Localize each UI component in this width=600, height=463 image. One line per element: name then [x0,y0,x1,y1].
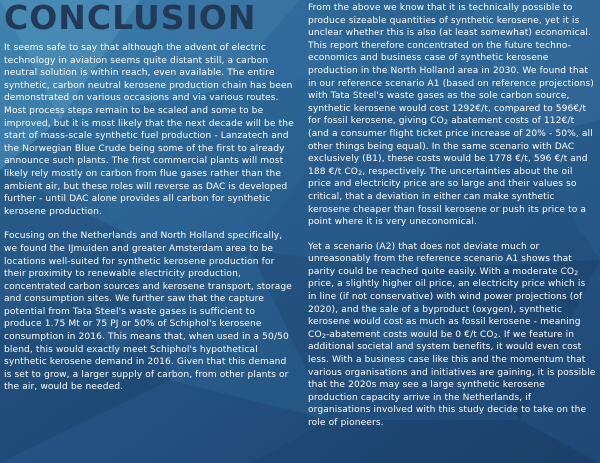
page-title: CONCLUSION [4,0,257,37]
subscript: 2 [574,268,579,277]
text-run: . If we feature in additional societal and system benefits, it would even cost less. With a business case like this and the momentum that various organisations and initiatives are gaining, it is possible that the 2020s may see a large synthetic kerosene production capacity arrive in the Netherlands, if organisations involved with this study decide to take on the role of pioneers. [308,329,596,428]
text-run: From the above we know that it is technically possible to produce sizeable quantities of synthetic kerosene, yet it is unclear whether this is also (at least somewhat) economical. This report therefore concentrated on the future techno-economics and business case of synthetic kerosene production in the North Holland area in 2030. We found that in our reference scenario A1 (based on reference projections) with Tata Steel's waste gases as the sole carbon source, synthetic kerosene would cost 1292€/t, compared to 596€/t for fossil kerosene, giving CO [308,3,594,127]
subscript: 2 [493,331,498,340]
text-run: , respectively. The uncertainties about the oil price and electricity price are so large and their values so critical, that a deviation in either can make synthetic kerosene cheaper than fossil kerosene or push its price to a point where it is very uneconomical. [308,166,587,228]
right-column [308,0,596,430]
paragraph-scenario-a2 [308,241,596,430]
paragraph-north-holland-focus: Focusing on the Netherlands and North Holland specifically, we found the IJmuiden and greater Amsterdam area to be locations well-suited for synthetic kerosene production for their proximity to renewable electricity production, concentrated carbon sources and kerosene transport, storage and consumption sites. We further saw that the capture potential from Tata Steel's waste gases is sufficient to produce 1.75 Mt or 75 PJ or 50% of Schiphol's kerosene consumption in 2016. This means that, when used in a 50/50 blend, this would exactly meet Schiphol's hypothetical synthetic kerosene demand in 2016. Given that this demand is set to grow, a larger supply of carbon, from other plants or the air, would be needed. [4,231,292,393]
left-column [4,0,294,394]
subscript: 2 [443,118,449,127]
text-run: -abatement costs would be 0 €/t CO [325,329,494,340]
subscript: 2 [321,331,326,340]
paragraph-advent-of-synthetic-fuel: It seems safe to say that although the advent of electric technology in aviation seems quite distant still, a carbon neutral solution is within reach, even available. The entire synthetic, carbon neutral kerosene production chain has been demonstrated on various occasions and via various routes. Most process steps remain to be scaled and some to be improved, but it is most likely that the next decade will be the start of mass-scale synthetic fuel production - Lanzatech and the Norwegian Blue Crude being some of the first to already announce such plants. The first commercial plants will most likely rely mostly on carbon from flue gases rather than the ambient air, but these roles will reverse as DAC is developed further - until DAC alone provides all carbon for synthetic kerosene production. [4,43,294,217]
subscript: 2 [358,168,363,177]
text-run: Yet a scenario (A2) that does not deviate much or unreasonably from the reference scenario A1 shows that parity could be reached quite easily. With a moderate CO [308,241,575,277]
text-run: price, a slightly higher oil price, an electricity price which is in line (if not conservative) with wind power projections (of 2020), and the sale of a byproduct (oxygen), synthetic kerosene would cost as much as fossil kerosene - meaning CO [308,279,586,340]
paragraph-techno-economics [308,2,596,229]
text-run: abatement costs of 112€/t (and a consumer flight ticket price increase of 20% - 50%, all other things being equal). In the same scenario with DAC exclusively (B1), these costs would be 1778 €/t, 596 €/t and 188 €/t CO [308,116,593,177]
